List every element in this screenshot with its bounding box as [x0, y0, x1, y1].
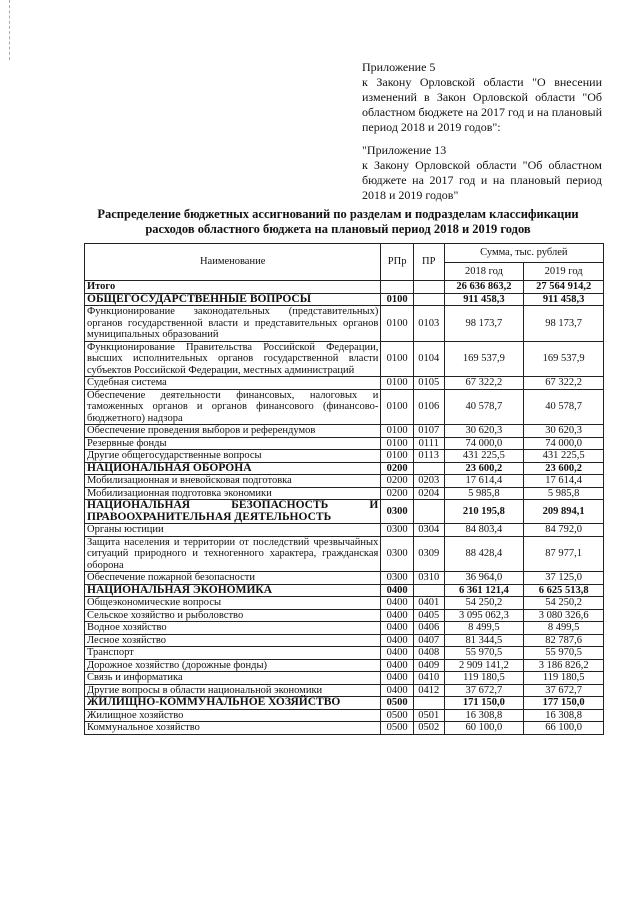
table-row: [85, 709, 604, 722]
row-rpr-code: 0100: [381, 437, 414, 450]
row-pr-code: 0310: [413, 572, 444, 585]
table-row: [85, 437, 604, 450]
row-rpr-code: 0400: [381, 622, 414, 635]
row-rpr-code: 0100: [381, 450, 414, 463]
row-rpr-code: 0400: [381, 634, 414, 647]
row-rpr-code: 0400: [381, 672, 414, 685]
row-name: НАЦИОНАЛЬНАЯ ОБОРОНА: [85, 462, 381, 475]
row-value-2019: 911 458,3: [524, 293, 604, 306]
row-value-2018: 54 250,2: [444, 597, 524, 610]
table-row: [85, 697, 604, 710]
table-row: [85, 684, 604, 697]
row-value-2019: 30 620,3: [524, 425, 604, 438]
row-pr-code: 0407: [413, 634, 444, 647]
document-title: Распределение бюджетных ассигнований по разделам и подразделам классификации расходов областного бюджета на плановый период 2018 и 2019 годов: [97, 207, 579, 236]
row-value-2018: 911 458,3: [444, 293, 524, 306]
table-row: [85, 487, 604, 500]
table-row: [85, 377, 604, 390]
table-header-row: [85, 244, 604, 263]
row-pr-code: 0105: [413, 377, 444, 390]
row-pr-code: 0111: [413, 437, 444, 450]
table-row: [85, 584, 604, 597]
row-value-2018: 88 428,4: [444, 536, 524, 572]
row-pr-code: 0203: [413, 475, 444, 488]
row-value-2018: 67 322,2: [444, 377, 524, 390]
row-value-2018: 36 964,0: [444, 572, 524, 585]
row-pr-code: [413, 281, 444, 294]
row-name: НАЦИОНАЛЬНАЯ ЭКОНОМИКА: [85, 584, 381, 597]
row-name: Дорожное хозяйство (дорожные фонды): [85, 659, 381, 672]
table-row: [85, 672, 604, 685]
row-pr-code: [413, 584, 444, 597]
row-pr-code: 0410: [413, 672, 444, 685]
row-pr-code: 0502: [413, 722, 444, 735]
column-header-2018: 2018 год: [444, 262, 524, 281]
row-value-2018: 23 600,2: [444, 462, 524, 475]
table-row: [85, 524, 604, 537]
row-pr-code: [413, 462, 444, 475]
table-row: [85, 389, 604, 425]
row-value-2019: 87 977,1: [524, 536, 604, 572]
row-pr-code: 0409: [413, 659, 444, 672]
table-row: [85, 450, 604, 463]
row-name: Другие вопросы в области национальной экономики: [85, 684, 381, 697]
row-pr-code: 0107: [413, 425, 444, 438]
table-row: [85, 425, 604, 438]
row-name: ЖИЛИЩНО-КОММУНАЛЬНОЕ ХОЗЯЙСТВО: [85, 697, 381, 710]
row-value-2018: 119 180,5: [444, 672, 524, 685]
row-value-2019: 8 499,5: [524, 622, 604, 635]
row-value-2019: 3 186 826,2: [524, 659, 604, 672]
row-name: Связь и информатика: [85, 672, 381, 685]
table-row: [85, 500, 604, 524]
row-pr-code: 0309: [413, 536, 444, 572]
row-value-2018: 17 614,4: [444, 475, 524, 488]
column-header-2019: 2019 год: [524, 262, 604, 281]
table-row: [85, 341, 604, 377]
appendix-inner-number: "Приложение 13: [362, 143, 447, 157]
row-rpr-code: 0200: [381, 462, 414, 475]
row-rpr-code: 0400: [381, 597, 414, 610]
row-name: Сельское хозяйство и рыболовство: [85, 609, 381, 622]
row-name: Лесное хозяйство: [85, 634, 381, 647]
row-rpr-code: [381, 281, 414, 294]
row-rpr-code: 0400: [381, 684, 414, 697]
row-value-2019: 119 180,5: [524, 672, 604, 685]
row-pr-code: [413, 697, 444, 710]
row-value-2019: 37 125,0: [524, 572, 604, 585]
row-pr-code: 0408: [413, 647, 444, 660]
table-row: [85, 462, 604, 475]
row-rpr-code: 0300: [381, 536, 414, 572]
row-name: Другие общегосударственные вопросы: [85, 450, 381, 463]
row-value-2019: 169 537,9: [524, 341, 604, 377]
row-name: Мобилизационная и вневойсковая подготовка: [85, 475, 381, 488]
table-row: [85, 622, 604, 635]
row-value-2018: 431 225,5: [444, 450, 524, 463]
row-value-2019: 23 600,2: [524, 462, 604, 475]
row-pr-code: 0412: [413, 684, 444, 697]
row-value-2019: 177 150,0: [524, 697, 604, 710]
row-rpr-code: 0500: [381, 722, 414, 735]
appendix-number: Приложение 5: [362, 60, 436, 74]
row-value-2018: 5 985,8: [444, 487, 524, 500]
row-value-2019: 67 322,2: [524, 377, 604, 390]
row-value-2019: 209 894,1: [524, 500, 604, 524]
row-value-2019: 5 985,8: [524, 487, 604, 500]
row-pr-code: 0406: [413, 622, 444, 635]
table-body: [85, 281, 604, 735]
table-row: [85, 647, 604, 660]
row-value-2019: 37 672,7: [524, 684, 604, 697]
row-value-2019: 54 250,2: [524, 597, 604, 610]
table-row: [85, 572, 604, 585]
row-value-2018: 6 361 121,4: [444, 584, 524, 597]
row-pr-code: 0405: [413, 609, 444, 622]
row-rpr-code: 0200: [381, 487, 414, 500]
row-value-2018: 55 970,5: [444, 647, 524, 660]
row-value-2018: 84 803,4: [444, 524, 524, 537]
row-value-2018: 210 195,8: [444, 500, 524, 524]
row-name: Защита населения и территории от последствий чрезвычайных ситуаций природного и техногенного характера, гражданская оборона: [85, 536, 381, 572]
table-row: [85, 475, 604, 488]
row-value-2019: 55 970,5: [524, 647, 604, 660]
scan-edge-mark: [9, 0, 11, 60]
row-rpr-code: 0400: [381, 584, 414, 597]
row-rpr-code: 0100: [381, 341, 414, 377]
row-pr-code: [413, 293, 444, 306]
row-name: ОБЩЕГОСУДАРСТВЕННЫЕ ВОПРОСЫ: [85, 293, 381, 306]
row-value-2018: 98 173,7: [444, 306, 524, 342]
table-row: [85, 722, 604, 735]
row-pr-code: 0106: [413, 389, 444, 425]
row-name: Обеспечение проведения выборов и референдумов: [85, 425, 381, 438]
row-name: Функционирование Правительства Российской Федерации, высших исполнительных органов государственной власти субъектов Российской Федерации, местных администраций: [85, 341, 381, 377]
row-pr-code: 0304: [413, 524, 444, 537]
row-name: Жилищное хозяйство: [85, 709, 381, 722]
row-rpr-code: 0100: [381, 306, 414, 342]
row-rpr-code: 0400: [381, 659, 414, 672]
row-value-2019: 17 614,4: [524, 475, 604, 488]
appendix-header: [362, 60, 602, 203]
row-value-2018: 60 100,0: [444, 722, 524, 735]
row-value-2019: 40 578,7: [524, 389, 604, 425]
row-value-2018: 40 578,7: [444, 389, 524, 425]
row-name: Итого: [85, 281, 381, 294]
row-rpr-code: 0100: [381, 293, 414, 306]
row-rpr-code: 0300: [381, 500, 414, 524]
row-value-2018: 37 672,7: [444, 684, 524, 697]
appendix-law-reference: к Закону Орловской области "О внесении изменений в Закон Орловской области "Об областном бюджете на 2017 год и на плановый период 2018 и 2019 годов":: [362, 75, 602, 134]
table-row: [85, 293, 604, 306]
row-name: Судебная система: [85, 377, 381, 390]
column-header-pr: ПР: [413, 244, 444, 281]
row-pr-code: 0103: [413, 306, 444, 342]
row-name: Общеэкономические вопросы: [85, 597, 381, 610]
row-pr-code: [413, 500, 444, 524]
budget-table: [84, 243, 604, 735]
row-value-2018: 30 620,3: [444, 425, 524, 438]
table-row: [85, 597, 604, 610]
row-value-2018: 16 308,8: [444, 709, 524, 722]
row-value-2018: 171 150,0: [444, 697, 524, 710]
row-name: Мобилизационная подготовка экономики: [85, 487, 381, 500]
row-name: Резервные фонды: [85, 437, 381, 450]
row-rpr-code: 0400: [381, 609, 414, 622]
row-rpr-code: 0500: [381, 709, 414, 722]
row-value-2019: 16 308,8: [524, 709, 604, 722]
row-rpr-code: 0200: [381, 475, 414, 488]
table-row: [85, 281, 604, 294]
row-value-2019: 6 625 513,8: [524, 584, 604, 597]
row-pr-code: 0501: [413, 709, 444, 722]
row-value-2018: 8 499,5: [444, 622, 524, 635]
row-name: Органы юстиции: [85, 524, 381, 537]
row-value-2019: 27 564 914,2: [524, 281, 604, 294]
table-row: [85, 609, 604, 622]
row-value-2019: 74 000,0: [524, 437, 604, 450]
row-name: Обеспечение пожарной безопасности: [85, 572, 381, 585]
row-value-2019: 66 100,0: [524, 722, 604, 735]
table-row: [85, 536, 604, 572]
row-value-2019: 431 225,5: [524, 450, 604, 463]
row-name: Коммунальное хозяйство: [85, 722, 381, 735]
row-rpr-code: 0100: [381, 389, 414, 425]
column-header-name: Наименование: [85, 244, 381, 281]
row-rpr-code: 0100: [381, 425, 414, 438]
row-value-2019: 3 080 326,6: [524, 609, 604, 622]
row-value-2018: 81 344,5: [444, 634, 524, 647]
table-row: [85, 634, 604, 647]
row-pr-code: 0104: [413, 341, 444, 377]
table-row: [85, 659, 604, 672]
column-header-sum: Сумма, тыс. рублей: [444, 244, 603, 263]
row-name: Транспорт: [85, 647, 381, 660]
row-pr-code: 0113: [413, 450, 444, 463]
row-value-2018: 2 909 141,2: [444, 659, 524, 672]
row-value-2018: 26 636 863,2: [444, 281, 524, 294]
row-rpr-code: 0300: [381, 572, 414, 585]
row-value-2018: 169 537,9: [444, 341, 524, 377]
row-value-2019: 82 787,6: [524, 634, 604, 647]
row-value-2019: 84 792,0: [524, 524, 604, 537]
row-value-2018: 3 095 062,3: [444, 609, 524, 622]
row-name: Функционирование законодательных (представительных) органов государственной власти и представительных органов муниципальных образований: [85, 306, 381, 342]
row-pr-code: 0204: [413, 487, 444, 500]
row-rpr-code: 0300: [381, 524, 414, 537]
row-pr-code: 0401: [413, 597, 444, 610]
row-rpr-code: 0100: [381, 377, 414, 390]
row-rpr-code: 0400: [381, 647, 414, 660]
row-value-2019: 98 173,7: [524, 306, 604, 342]
column-header-rpr: РПр: [381, 244, 414, 281]
row-name: НАЦИОНАЛЬНАЯ БЕЗОПАСНОСТЬ И ПРАВООХРАНИТЕЛЬНАЯ ДЕЯТЕЛЬНОСТЬ: [85, 500, 381, 524]
row-name: Обеспечение деятельности финансовых, налоговых и таможенных органов и органов финансового (финансово-бюджетного) надзора: [85, 389, 381, 425]
appendix-inner-law-reference: к Закону Орловской области "Об областном бюджете на 2017 год и на плановый период 2018 и 2019 годов": [362, 158, 602, 202]
table-row: [85, 306, 604, 342]
row-name: Водное хозяйство: [85, 622, 381, 635]
row-value-2018: 74 000,0: [444, 437, 524, 450]
row-rpr-code: 0500: [381, 697, 414, 710]
